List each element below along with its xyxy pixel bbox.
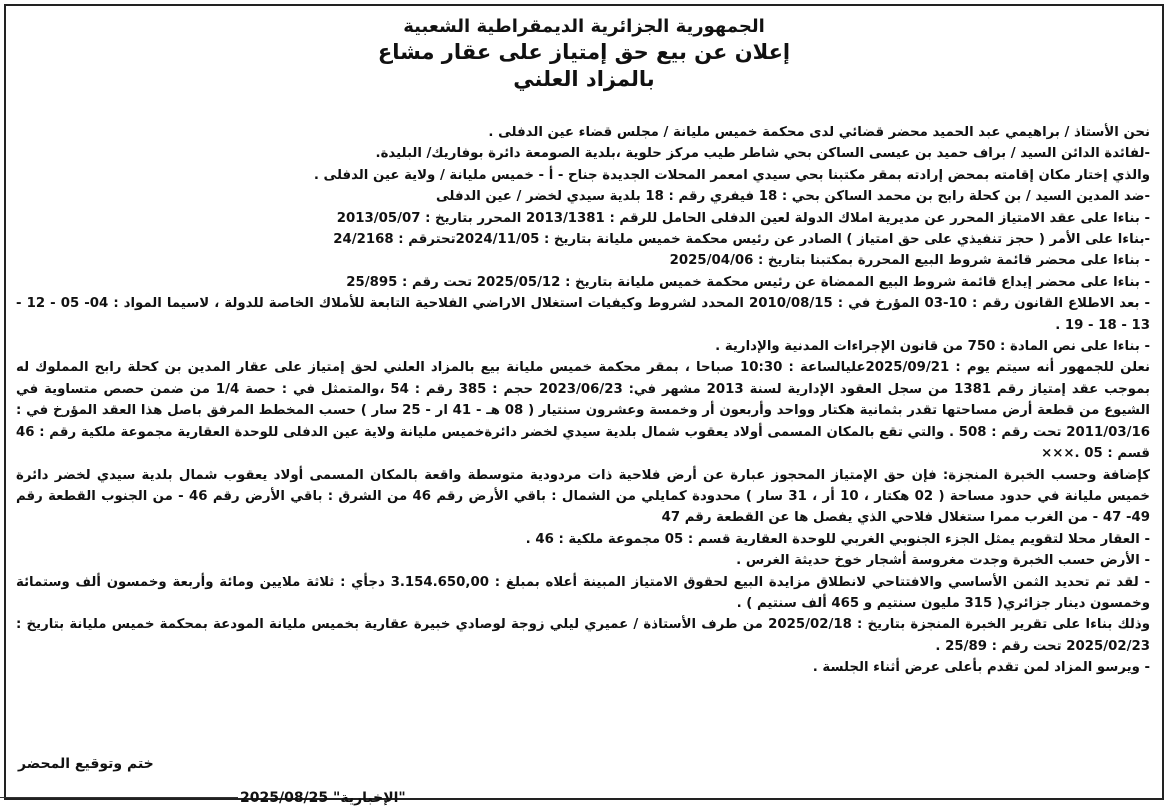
paragraph-article: - بناءا على نص المادة : 750 من قانون الإجراءات المدنية والإدارية . <box>715 339 1150 355</box>
announcement-frame <box>4 4 1164 800</box>
paragraph-bailiff: نحن الأستاذ / براهيمي عبد الحميد محضر قضائي لدى محكمة خميس مليانة / مجلس قضاء عين الدفلى . <box>488 125 1150 140</box>
republic-title: الجمهورية الجزائرية الديمقراطية الشعبية <box>403 16 765 37</box>
paragraph-auction-notice: نعلن للجمهور أنه سيتم يوم : 2025/09/21عليالساعة : 10:30 صباحا ، بمقر محكمة خميس مليانة بيع بالمزاد العلني لحق إمتياز على عقار المدين بن كحلة رابح المملوك له بموجب عقد إمتياز رقم 1381 من سجل العقود الإدارية لسنة 2013 مشهر في: 2023/06/23 حجم : 385 رقم : 54 ،والمتمثل في : حصة 1/4 من ضمن حصص متساوية في الشيوع من قطعة أرض مساحتها تقدر بثمانية هكتار وواحد وأربعون أر وخمسة وعشرون سنتيار ( 08 هـ - 41 ار - 25 سار ) حسب المخطط المرفق باصل هذا العقد المؤرخ في : 2011/03/16 تحت رقم : 508 . والتي تقع بالمكان المسمى أولاد يعقوب شمال بلدية سيدي لخضر دائرةخميس مليانة ولاية عين الدفلى للوحدة العقارية مجموعة ملكية رقم : 46 قسم : 05 .××× <box>16 360 1150 462</box>
announcement-body <box>16 122 1150 679</box>
paragraph-seizure-order: -بناءا على الأمر ( حجز تنفيذي على حق امتياز ) الصادر عن رئيس محكمة خميس مليانة بتاريخ : 2024/11/05تحترقم : 24/2168 <box>333 232 1150 248</box>
paragraph-debtor: -ضد المدين السيد / بن كحلة رابح بن محمد الساكن بحي : 18 فيفري رقم : 18 بلدية سيدي لخضر / عين الدفلى <box>435 189 1150 205</box>
announcement-title: إعلان عن بيع حق إمتياز على عقار مشاع <box>377 40 791 64</box>
paragraph-expertise: كإضافة وحسب الخبرة المنجزة: فإن حق الإمتياز المحجوز عبارة عن أرض فلاحية ذات مردودية متوسطة واقعة بالمكان المسمى أولاد يعقوب شمال بلدية سيدي لخضر دائرة خميس مليانة في حدود مساحة ( 02 هكتار ، 10 أر ، 31 سار ) محدودة كمايلي من الشمال : باقي الأرض رقم 46 من الشرق : باقي الأرض رقم 46 - من الجنوب القطعة رقم 49- 47 - من الغرب ممرا ستغلال فلاحي الذي يفصل ها عن القطعة رقم 47 <box>16 467 1150 526</box>
bailiff-signature-label: ختم وتوقيع المحضر <box>18 756 154 772</box>
paragraph-trees: - الأرض حسب الخبرة وجدت مغروسة أشجار خوخ حديثة الغرس . <box>736 553 1150 569</box>
paragraph-law: - بعد الاطلاع القانون رقم : 10-03 المؤرخ في : 2010/08/15 المحدد لشروط وكيفيات استغلال الاراضي الفلاحية التابعة للأملاك الخاصة للدولة ، لاسيما المواد : 04- 05 - 12 - 13 - 18 - 19 . <box>16 296 1150 333</box>
paragraph-domicile: والذي إختار مكان إقامته بمحض إرادته بمقر مكتبنا بحي سيدي امعمر المحلات الجديدة جناح - أ - خميس مليانة / ولاية عين الدفلى . <box>313 167 1150 183</box>
paragraph-sale-conditions: - بناءا على محضر قائمة شروط البيع المحررة بمكتبنا بتاريخ : 2025/04/06 <box>669 253 1150 269</box>
paragraph-expert-report: وذلك بناءا على تقرير الخبرة المنجزة بتاريخ : 2025/02/18 من طرف الأستاذة / عميري ليلي زوجة لوصادي خبيرة عقارية بخميس مليانة المودعة بمحكمة خميس مليانة بتاريخ : 2025/02/23 تحت رقم : 25/89 . <box>16 617 1150 654</box>
publication-footer: "الإخبارية" 2025/08/25 <box>240 790 406 806</box>
paragraph-concession-contract: - بناءا على عقد الامتياز المحرر عن مديرية املاك الدولة لعين الدفلى الحامل للرقم : 2013/1381 المحرر بتاريخ : 2013/05/07 <box>336 210 1150 226</box>
paragraph-base-price: - لقد تم تحديد الثمن الأساسي والافتتاحي لانطلاق مزايدة البيع لحقوق الامتياز المبينة أعلاه بمبلغ : 3.154.650,00 دجأي : ثلاثة ملايين ومائة وأربعة وخمسون ألف وستمائة وخمسون دينار جزائري( 315 مليون سنتيم و 465 ألف سنتيم ) . <box>16 574 1150 611</box>
paragraph-deposit: - بناءا على محضر إيداع قائمة شروط البيع الممضاة عن رئيس محكمة خميس مليانة بتاريخ : 2025/05/12 تحت رقم : 25/895 <box>346 274 1150 290</box>
paragraph-creditor: -لفائدة الدائن السيد / براف حميد بن عيسى الساكن بحي شاطر طيب مركز حلوية ،بلدية الصومعة دائرة بوفاريك/ البليدة. <box>375 146 1150 162</box>
auction-subtitle: بالمزاد العلني <box>513 67 655 91</box>
announcement-header <box>6 6 1162 93</box>
footer-divider <box>0 797 238 798</box>
paragraph-highest-bid: - ويرسو المزاد لمن تقدم بأعلى عرض أثناء الجلسة . <box>812 660 1150 676</box>
paragraph-valuation: - العقار محلا لتقويم يمثل الجزء الجنوبي الغربي للوحدة العقارية قسم : 05 مجموعة ملكية : 46 . <box>525 531 1150 547</box>
